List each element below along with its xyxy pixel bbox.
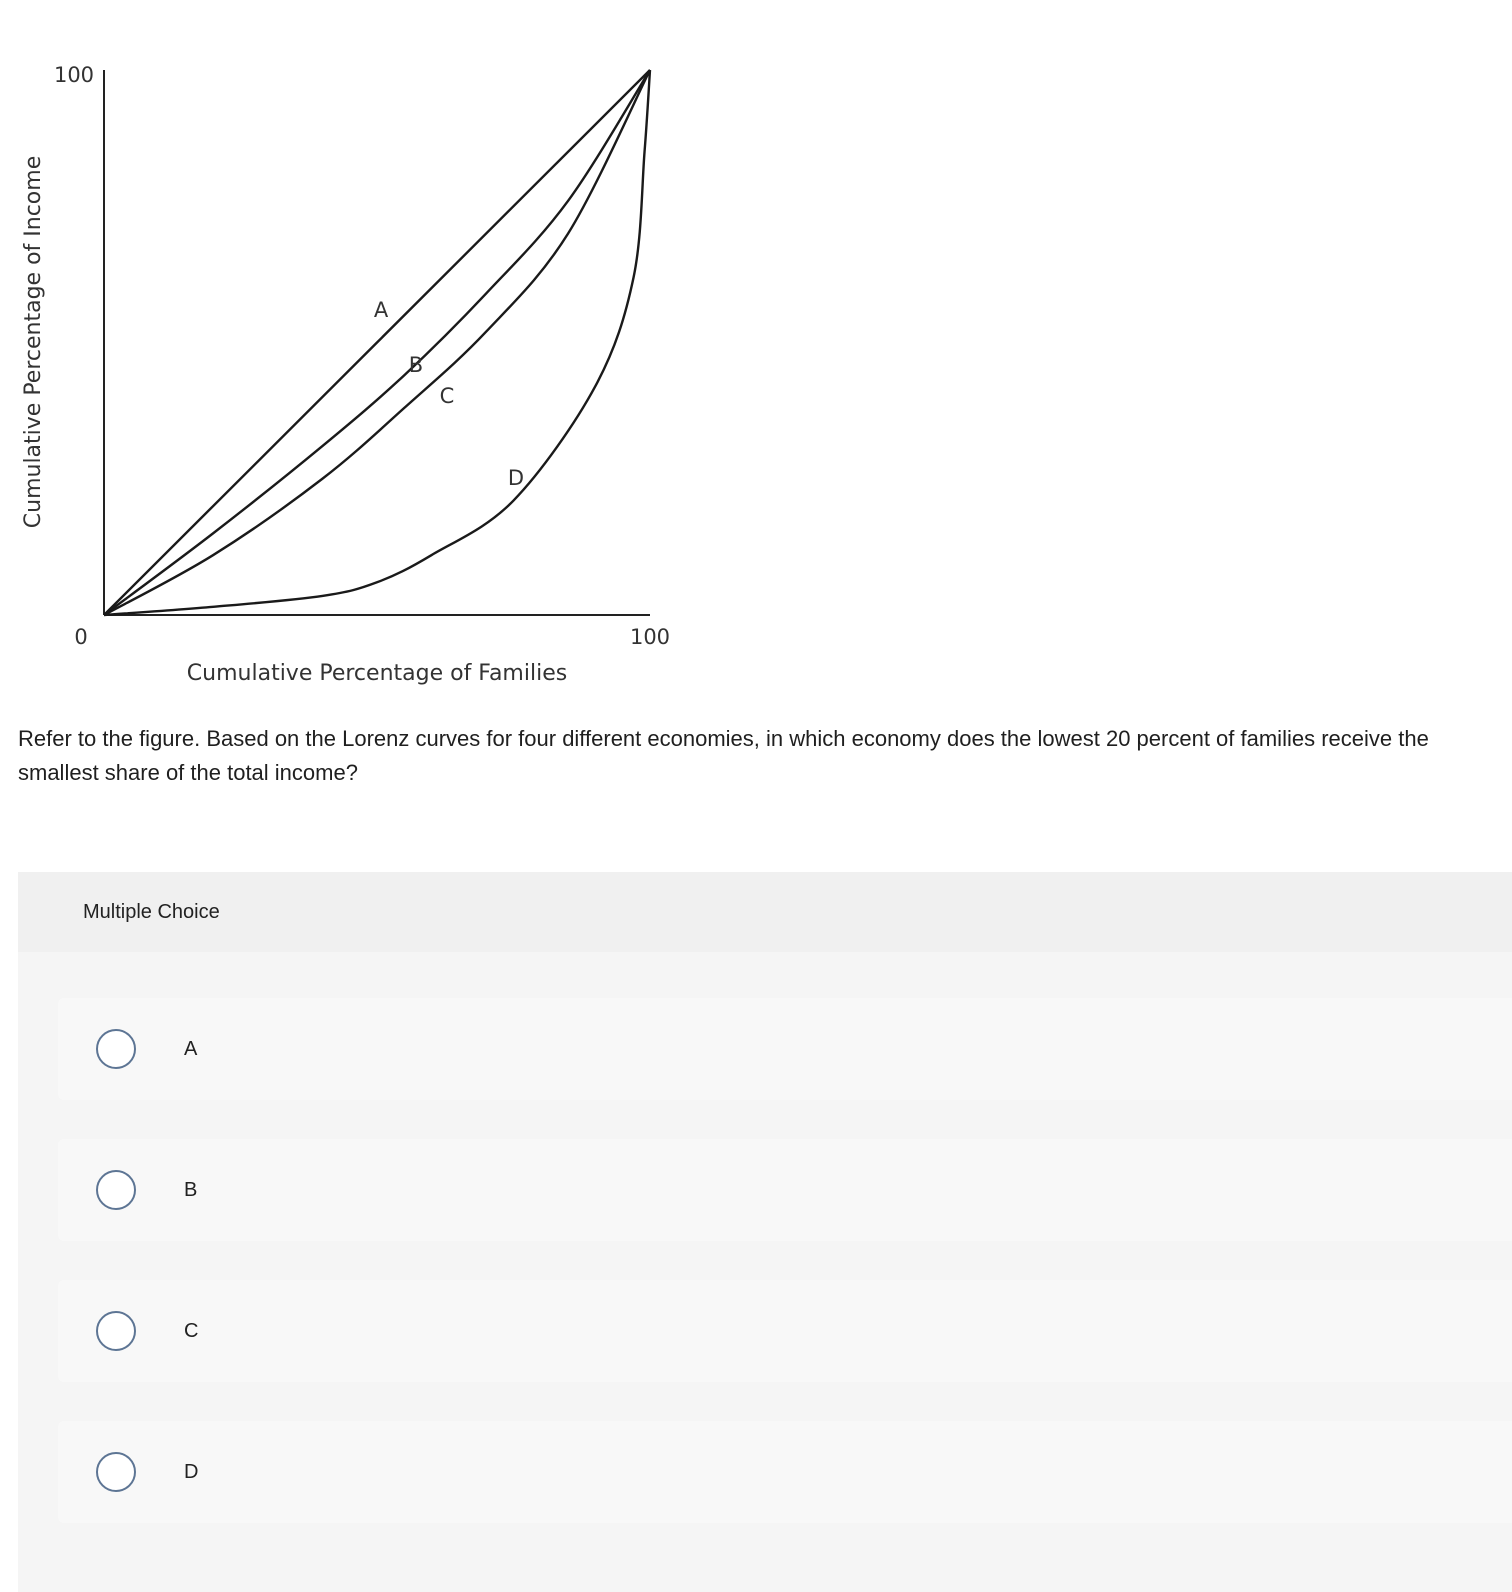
curve-label-a: A [373, 298, 389, 322]
curve-label-d: D [507, 466, 525, 490]
x-tick-0: 0 [74, 625, 88, 649]
option-label: D [184, 1460, 199, 1483]
option-c[interactable] [58, 1280, 1512, 1382]
option-b[interactable] [58, 1139, 1512, 1241]
radio-button[interactable] [96, 1311, 136, 1351]
multiple-choice-panel [18, 872, 1512, 1592]
radio-button[interactable] [96, 1452, 136, 1492]
option-label: C [184, 1319, 199, 1342]
lorenz-curve-figure [0, 0, 720, 700]
multiple-choice-header: Multiple Choice [18, 872, 1512, 952]
y-tick-100: 100 [53, 63, 95, 87]
option-a[interactable] [58, 998, 1512, 1100]
curve-label-c: C [439, 384, 455, 408]
option-label: B [184, 1178, 198, 1201]
option-label: A [184, 1037, 198, 1060]
curve-label-b: B [408, 353, 424, 377]
lorenz-curves [104, 70, 650, 615]
radio-button[interactable] [96, 1029, 136, 1069]
curve-a [104, 70, 650, 615]
radio-button[interactable] [96, 1170, 136, 1210]
x-axis-label: Cumulative Percentage of Families [186, 661, 568, 686]
question-text: Refer to the figure. Based on the Lorenz curves for four different economies, in which economy does the lowest 20 percent of families receive the smallest share of the total income? [18, 726, 1429, 785]
x-tick-100: 100 [629, 625, 671, 649]
option-d[interactable] [58, 1421, 1512, 1523]
y-axis-label: Cumulative Percentage of Income [21, 155, 46, 529]
